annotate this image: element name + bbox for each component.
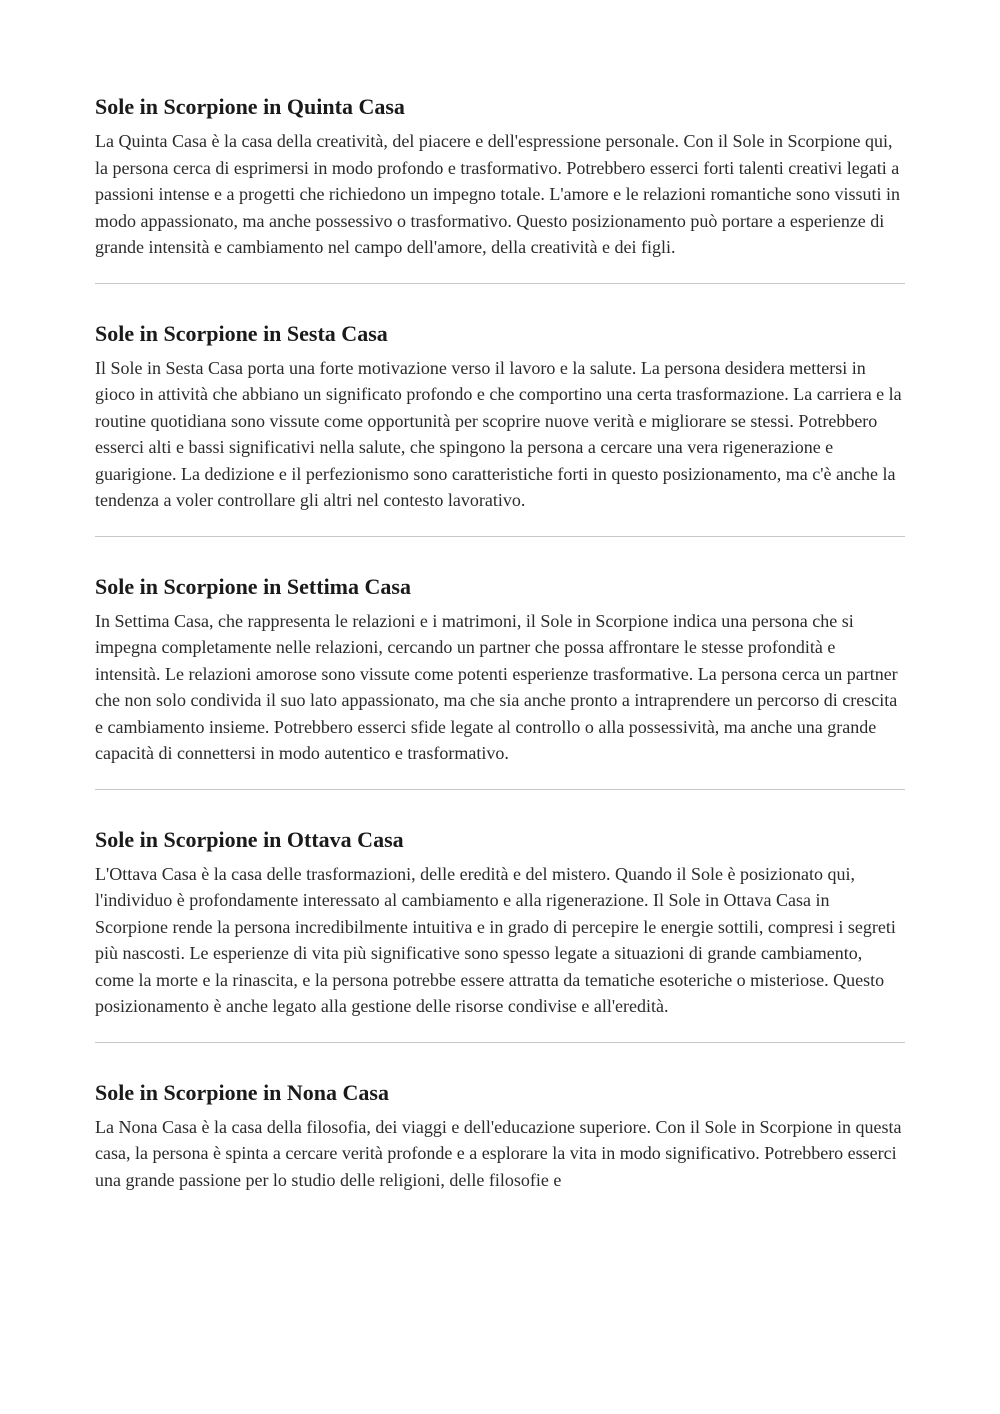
section-divider	[95, 536, 905, 537]
section-body: La Nona Casa è la casa della filosofia, dei viaggi e dell'educazione superiore. Con il Sole in Scorpione in questa casa, la persona è spinta a cercare verità profonde e a esplorare la vita in modo significativo. Potrebbero esserci una grande passione per lo studio delle religioni, delle filosofie e	[95, 1116, 902, 1190]
section-title: Sole in Scorpione in Settima Casa	[95, 573, 411, 599]
section-body: Il Sole in Sesta Casa porta una forte motivazione verso il lavoro e la salute. La persona desidera mettersi in gioco in attività che abbiano un significato profondo e che comportino una certa trasformazione. La carriera e la routine quotidiana sono vissute come opportunità per scoprire nuove verità e migliorare se stessi. Potrebbero esserci alti e bassi significativi nella salute, che spingono la persona a cercare una vera rigenerazione e guarigione. La dedizione e il perfezionismo sono caratteristiche forti in questo posizionamento, ma c'è anche la tendenza a voler controllare gli altri nel contesto lavorativo.	[95, 357, 902, 510]
section-settima-casa	[95, 572, 905, 767]
section-divider	[95, 789, 905, 790]
section-body: In Settima Casa, che rappresenta le relazioni e i matrimoni, il Sole in Scorpione indica una persona che si impegna completamente nelle relazioni, cercando un partner che possa affrontare le stesse profondità e intensità. Le relazioni amorose sono vissute come potenti esperienze trasformative. La persona cerca un partner che non solo condivida il suo lato appassionato, ma che sia anche pronto a intraprendere un percorso di crescita e cambiamento insieme. Potrebbero esserci sfide legate al controllo o alla possessività, ma anche una grande capacità di connettersi in modo autentico e trasformativo.	[95, 610, 898, 763]
section-title: Sole in Scorpione in Sesta Casa	[95, 320, 388, 346]
document-page	[95, 92, 905, 1193]
section-divider	[95, 283, 905, 284]
section-body: La Quinta Casa è la casa della creatività, del piacere e dell'espressione personale. Con il Sole in Scorpione qui, la persona cerca di esprimersi in modo profondo e trasformativo. Potrebbero esserci forti talenti creativi legati a passioni intense e a progetti che richiedono un impegno totale. L'amore e le relazioni romantiche sono vissuti in modo appassionato, ma anche possessivo o trasformativo. Questo posizionamento può portare a esperienze di grande intensità e cambiamento nel campo dell'amore, della creatività e dei figli.	[95, 131, 901, 257]
section-sesta-casa	[95, 319, 905, 514]
section-title: Sole in Scorpione in Ottava Casa	[95, 826, 404, 852]
section-body: L'Ottava Casa è la casa delle trasformazioni, delle eredità e del mistero. Quando il Sole è posizionato qui, l'individuo è profondamente interessato al cambiamento e alla rigenerazione. Il Sole in Ottava Casa in Scorpione rende la persona incredibilmente intuitiva e in grado di percepire le energie sottili, compresi i segreti più nascosti. Le esperienze di vita più significative sono spesso legate a situazioni di grande cambiamento, come la morte e la rinascita, e la persona potrebbe essere attratta da tematiche esoteriche o misteriose. Questo posizionamento è anche legato alla gestione delle risorse condivise e all'eredità.	[95, 863, 896, 1016]
section-title: Sole in Scorpione in Nona Casa	[95, 1079, 389, 1105]
section-ottava-casa	[95, 825, 905, 1020]
section-quinta-casa	[95, 92, 905, 261]
section-divider	[95, 1042, 905, 1043]
section-nona-casa	[95, 1078, 905, 1194]
section-title: Sole in Scorpione in Quinta Casa	[95, 94, 405, 119]
